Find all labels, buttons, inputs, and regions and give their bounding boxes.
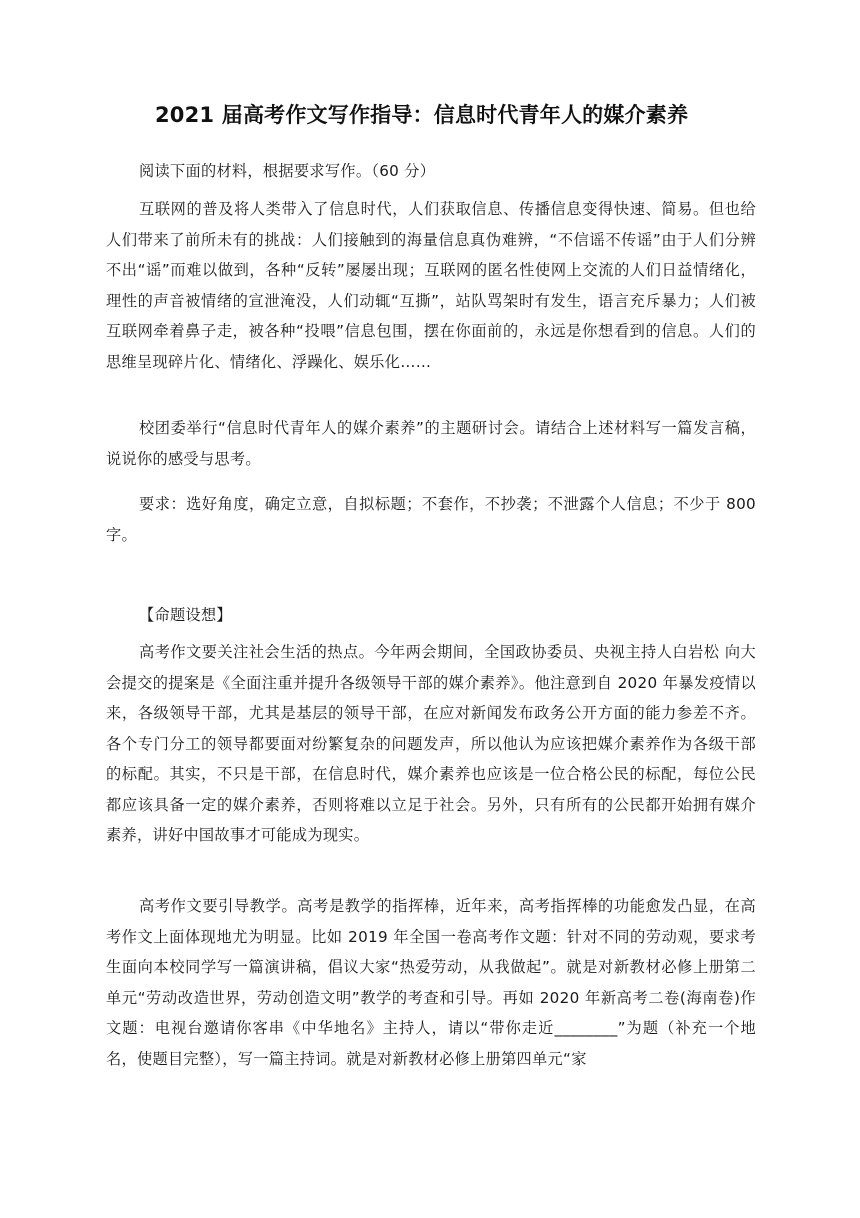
material-paragraph-2: 校团委举行“信息时代青年人的媒介素养”的主题研讨会。请结合上述材料写一篇发言稿，说说你的感受与思考。 <box>106 419 756 468</box>
requirements-paragraph: 要求：选好角度，确定立意，自拟标题；不套作，不抄袭；不泄露个人信息；不少于 800 字。 <box>106 495 756 544</box>
analysis-paragraph-2: 高考作文要引导教学。高考是教学的指挥棒，近年来，高考指挥棒的功能愈发凸显，在高考作文上面体现地尤为明显。比如 2019 年全国一卷高考作文题：针对不同的劳动观，要求考生面向本校同学写一篇演讲稿，倡议大家“热爱劳动，从我做起”。就是对新教材必修上册第二单元“劳动改造世界，劳动创造文明”教学的考查和引导。再如 2020 年新高考二卷(海南卷)作文题：电视台邀请你客串《中华地名》主持人，请以“带你走近________”为题（补充一个地名，使题目完整），写一篇主持词。就是对新教材必修上册第四单元“家 <box>106 897 756 1068</box>
section-heading: 【命题设想】 <box>139 606 232 624</box>
material-paragraph-1: 互联网的普及将人类带入了信息时代，人们获取信息、传播信息变得快速、简易。但也给人们带来了前所未有的挑战：人们接触到的海量信息真伪难辨，“不信谣不传谣”由于人们分辨不出“谣”而难以做到，各种“反转”屡屡出现；互联网的匿名性使网上交流的人们日益情绪化，理性的声音被情绪的宣泄淹没，人们动辄“互撕”，站队骂架时有发生，语言充斥暴力；人们被互联网牵着鼻子走，被各种“投喂”信息包围，摆在你面前的，永远是你想看到的信息。人们的思维呈现碎片化、情绪化、浮躁化、娱乐化…… <box>106 200 756 371</box>
document-title: 2021 届高考作文写作指导：信息时代青年人的媒介素养 <box>155 103 689 127</box>
analysis-paragraph-1: 高考作文要关注社会生活的热点。今年两会期间，全国政协委员、央视主持人白岩松 向大会提交的提案是《全面注重并提升各级领导干部的媒介素养》。他注意到自 2020 年暴发疫情以来，各级领导干部，尤其是基层的领导干部，在应对新闻发布政务公开方面的能力参差不齐。各个专门分工的领导都要面对纷繁复杂的问题发声，所以他认为应该把媒介素养作为各级干部的标配。其实，不只是干部，在信息时代，媒介素养也应该是一位合格公民的标配，每位公民都应该具备一定的媒介素养，否则将难以立足于社会。另外，只有所有的公民都开始拥有媒介素养，讲好中国故事才可能成为现实。 <box>106 643 756 844</box>
instruction-paragraph: 阅读下面的材料，根据要求写作。（60 分） <box>139 162 436 180</box>
